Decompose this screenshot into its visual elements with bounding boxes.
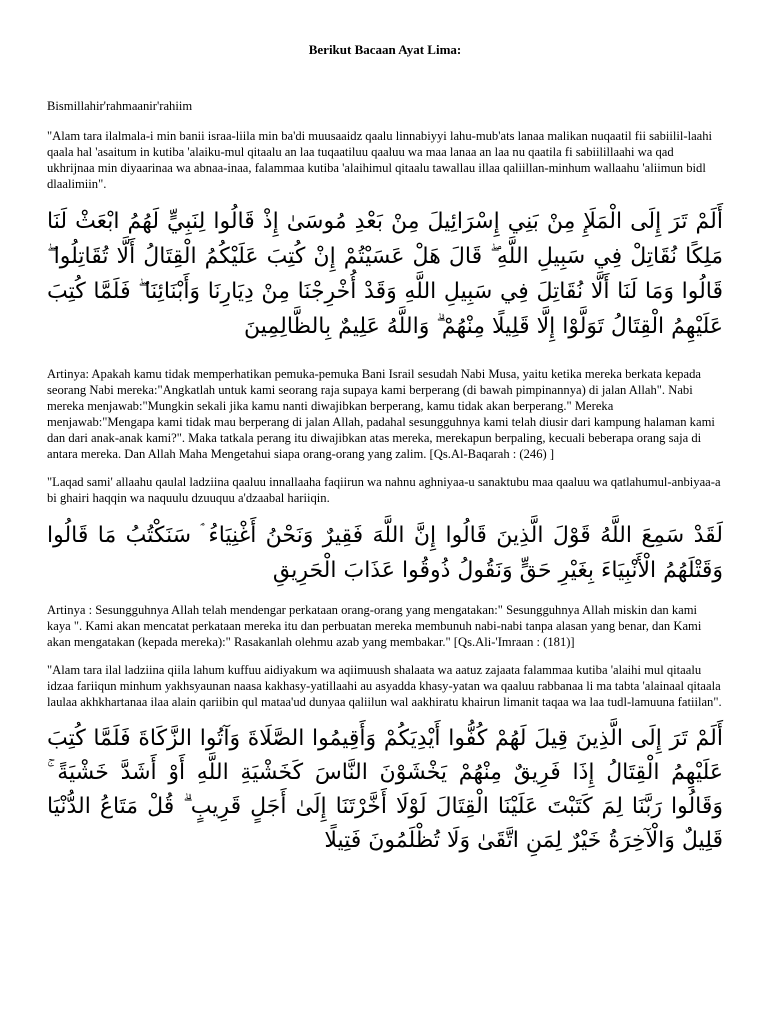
- bismillah-line: Bismillahir'rahmaanir'rahiim: [47, 99, 193, 113]
- document-page: [47, 42, 723, 876]
- verse-1-transliteration: "Alam tara ilalmala-i min banii israa-liila min ba'di muusaaidz qaalu linnabiyyi lahu-mub'ats lanaa malikan nuqaatil fii sabiilil-laahi qaala hal 'asaitum in kutiba 'alaiku-mul qitaalu an laa tuqaatiluu qaaluu wa maa lanaa an laa nu qaatila fi sabiilillaahi wa qad ukhrijnaa min diyaarinaa wa abnaa-inaa, falammaa kutiba 'alaihimul qitaalu tawallau illaa qaliillan-minhum wallaahu 'aliimun bidl dlaalimiin".: [47, 129, 713, 191]
- verse-2-transliteration: "Laqad sami' allaahu qaulal ladziina qaaluu innallaaha faqiirun wa nahnu aghniyaa-u sanaktubu maa qaaluu wa qatlahumul-anbiyaa-a bi ghairi haqqin wa naquulu dzuuquu a'dzaabal hariiqin.: [47, 475, 721, 505]
- verse-1-translation: Artinya: Apakah kamu tidak memperhatikan pemuka-pemuka Bani Israil sesudah Nabi Musa, yaitu ketika mereka berkata kepada seorang Nabi mereka:"Angkatlah untuk kami seorang raja supaya kami berperang (di bawah pimpinannya) di jalan Allah". Nabi mereka menjawab:"Mungkin sekali jika kamu nanti diwajibkan berperang, kamu tidak akan berperang." Mereka menjawab:"Mengapa kami tidak mau berperang di jalan Allah, padahal sesungguhnya kami telah diusir dari kampung halaman kami dan dari anak-anak kami?". Maka tatkala perang itu diwajibkan atas mereka, merekapun berpaling, kecuali beberapa orang saja di antara mereka. Dan Allah Maha Mengetahui siapa orang-orang yang zalim. [Qs.Al-Baqarah : (246) ]: [47, 367, 715, 461]
- verse-3-transliteration: "Alam tara ilal ladziina qiila lahum kuffuu aidiyakum wa aqiimuush shalaata wa aatuz zajaata falammaa kutiba 'alaihi mul qitaalu idzaa fariiqun minhum yakhsyaunan naasa kakhasy-yatillaahi au asyadda khasy-yatan wa qaaluu rabbanaa li ma tabta 'alainaal qitaala laulaa akhkhartanaa ilaa alain qariibin qul mataa'ud dunyaa qaliilun wal aakhiratu khairun limanit taqaa wa laa tudl-lamuuna fatiilan".: [47, 663, 722, 709]
- verse-2-arabic: لَقَدْ سَمِعَ اللَّهُ قَوْلَ الَّذِينَ قَالُوا إِنَّ اللَّهَ فَقِيرٌ وَنَحْنُ أَغْنِيَاءُ ۘ سَنَكْتُبُ مَا قَالُوا وَقَتْلَهُمُ الْأَنْبِيَاءَ بِغَيْرِ حَقٍّ وَنَقُولُ ذُوقُوا عَذَابَ الْحَرِيقِ: [47, 523, 723, 583]
- verse-1-arabic: أَلَمْ تَرَ إِلَى الْمَلَإِ مِنْ بَنِي إِسْرَائِيلَ مِنْ بَعْدِ مُوسَىٰ إِذْ قَالُوا لِنَبِيٍّ لَهُمُ ابْعَثْ لَنَا مَلِكًا نُقَاتِلْ فِي سَبِيلِ اللَّهِ ۖ قَالَ هَلْ عَسَيْتُمْ إِنْ كُتِبَ عَلَيْكُمُ الْقِتَالُ أَلَّا تُقَاتِلُوا ۖ قَالُوا وَمَا لَنَا أَلَّا نُقَاتِلَ فِي سَبِيلِ اللَّهِ وَقَدْ أُخْرِجْنَا مِنْ دِيَارِنَا وَأَبْنَائِنَا ۖ فَلَمَّا كُتِبَ عَلَيْهِمُ الْقِتَالُ تَوَلَّوْا إِلَّا قَلِيلًا مِنْهُمْ ۗ وَاللَّهُ عَلِيمٌ بِالظَّالِمِينَ: [47, 209, 723, 339]
- document-title: Berikut Bacaan Ayat Lima:: [308, 42, 462, 57]
- verse-2-translation: Artinya : Sesungguhnya Allah telah mendengar perkataan orang-orang yang mengatakan:" Sesungguhnya Allah miskin dan kami kaya ". Kami akan mencatat perkataan mereka itu dan perbuatan mereka membunuh nabi-nabi tanpa alasan yang benar, dan Kami akan mengatakan (kepada mereka):" Rasakanlah olehmu azab yang membakar." [Qs.Ali-'Imraan : (181)]: [47, 603, 702, 649]
- verse-3-arabic: أَلَمْ تَرَ إِلَى الَّذِينَ قِيلَ لَهُمْ كُفُّوا أَيْدِيَكُمْ وَأَقِيمُوا الصَّلَاةَ وَآتُوا الزَّكَاةَ فَلَمَّا كُتِبَ عَلَيْهِمُ الْقِتَالُ إِذَا فَرِيقٌ مِنْهُمْ يَخْشَوْنَ النَّاسَ كَخَشْيَةِ اللَّهِ أَوْ أَشَدَّ خَشْيَةً ۚ وَقَالُوا رَبَّنَا لِمَ كَتَبْتَ عَلَيْنَا الْقِتَالَ لَوْلَا أَخَّرْتَنَا إِلَىٰ أَجَلٍ قَرِيبٍ ۗ قُلْ مَتَاعُ الدُّنْيَا قَلِيلٌ وَالْآخِرَةُ خَيْرٌ لِمَنِ اتَّقَىٰ وَلَا تُظْلَمُونَ فَتِيلًا: [47, 726, 723, 853]
